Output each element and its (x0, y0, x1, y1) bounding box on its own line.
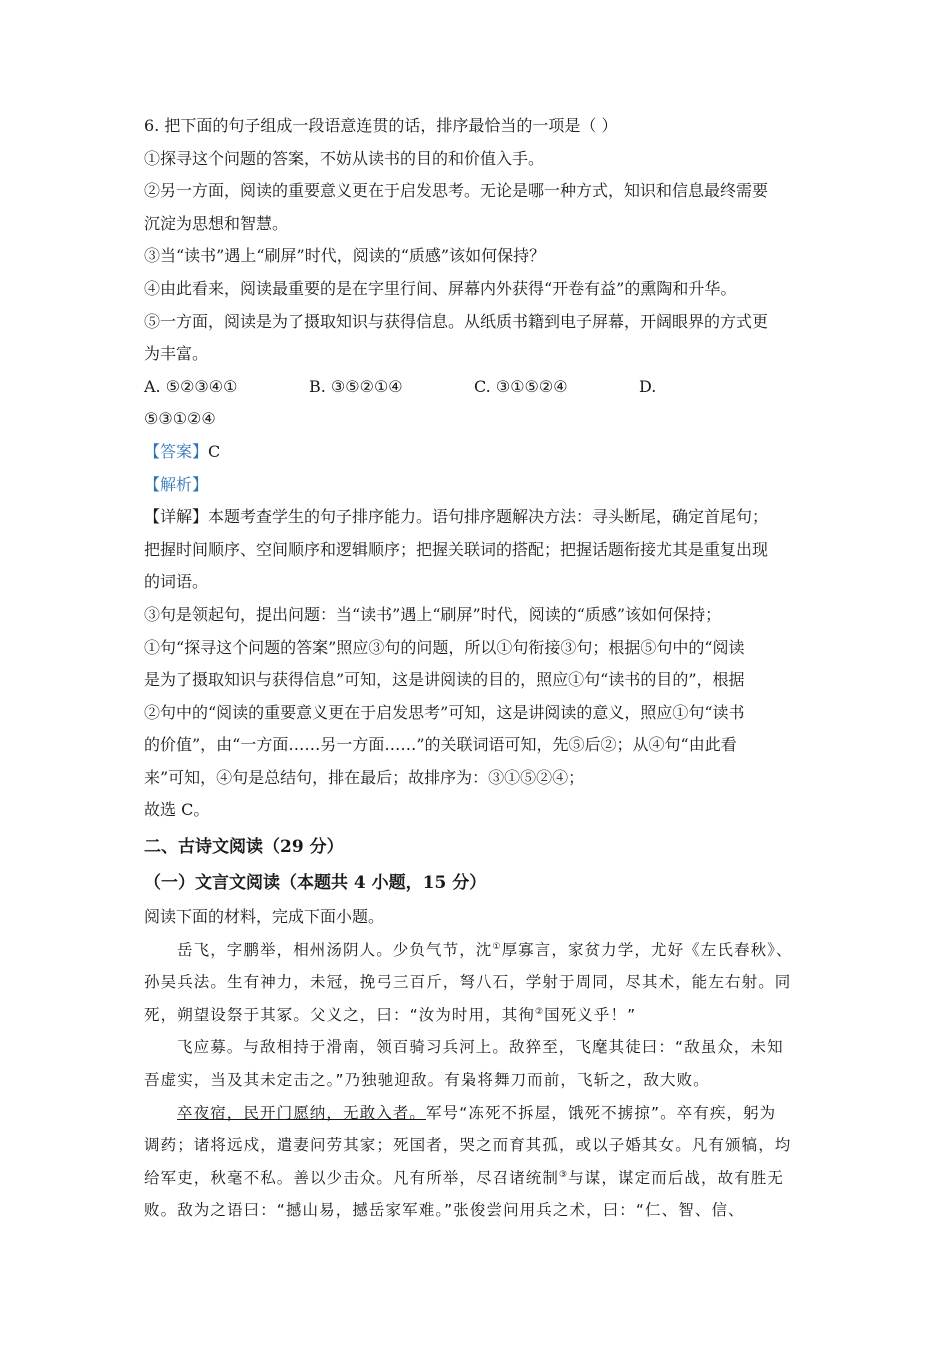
option-a: A. ⑤②③④① (144, 376, 238, 396)
answer-value: C (208, 441, 221, 461)
text-span: 死，朔望设祭于其冢。父义之，曰：“汝为时用，其徇 (144, 1005, 535, 1024)
detail-line-5: ①句“探寻这个问题的答案”照应③句的问题，所以①句衔接③句；根据⑤句中的“阅读 (144, 637, 745, 657)
detail-line-10: 故选 C。 (144, 800, 210, 820)
footnote-marker-3: ③ (559, 1169, 569, 1180)
text-span: 岳飞，字鹏举，相州汤阴人。少负气节，沈 (177, 940, 493, 959)
question-stem: 6. 把下面的句子组成一段语意连贯的话，排序最恰当的一项是（ ） (144, 116, 618, 135)
classical-p3-line-3 (144, 1162, 804, 1195)
section-title: 二、古诗文阅读（29 分） (144, 837, 344, 858)
underlined-sentence: 卒夜宿，民开门愿纳，无敢入者。 (177, 1103, 427, 1122)
sentence-2: ②另一方面，阅读的重要意义更在于启发思考。无论是哪一种方式，知识和信息最终需要 (144, 181, 769, 201)
footnote-marker-2: ② (534, 1006, 545, 1017)
detail-line-8: 的价值”，由“一方面……另一方面……”的关联词语可知，先⑤后②；从④句“由此看 (144, 735, 737, 755)
option-d: D. (639, 376, 657, 396)
classical-p1-line-3 (144, 999, 804, 1032)
text-span: 给军吏，秋毫不私。善以少击众。凡有所举，尽召诸统制 (144, 1168, 560, 1187)
text-span: 与谋，谋定而后战，故有胜无 (568, 1168, 784, 1187)
option-c: C. ③①⑤②④ (474, 376, 568, 396)
analysis-tag: 【解析】 (144, 474, 209, 494)
sentence-4: ④由此看来，阅读最重要的是在字里行间、屏幕内外获得“开卷有益”的熏陶和升华。 (144, 278, 737, 298)
options-row (144, 371, 804, 404)
detail-line-2: 把握时间顺序、空间顺序和逻辑顺序；把握关联词的搭配；把握话题衔接尤其是重复出现 (144, 539, 769, 559)
text-span: 军号“冻死不拆屋，饿死不掳掠”。卒有疾，躬为 (426, 1103, 777, 1122)
classical-p2-line-2: 吾虚实，当及其未定击之。”乃独驰迎敌。有枭将舞刀而前，飞斩之，敌大败。 (144, 1071, 710, 1090)
sentence-2-cont: 沉淀为思想和智慧。 (144, 213, 289, 233)
sentence-3: ③当“读书”遇上“刷屏”时代，阅读的“质感”该如何保持？ (144, 246, 546, 266)
detail-line-3: 的词语。 (144, 572, 209, 592)
classical-p2-line-1: 飞应募。与敌相持于滑南，领百骑习兵河上。敌猝至，飞麾其徒曰：“敌虽众，未知 (177, 1038, 784, 1057)
section-subtitle: （一）文言文阅读（本题共 4 小题，15 分） (144, 873, 487, 894)
detail-line-9: 来”可知，④句是总结句，排在最后；故排序为：③①⑤②④； (144, 767, 585, 787)
classical-p1-line-1 (144, 934, 804, 967)
sentence-5: ⑤一方面，阅读是为了摄取知识与获得信息。从纸质书籍到电子屏幕，开阔眼界的方式更 (144, 311, 769, 331)
detail-line-1: 【详解】本题考查学生的句子排序能力。语句排序题解决方法：寻头断尾，确定首尾句； (144, 507, 769, 527)
classical-p3-line-4: 败。敌为之语曰：“撼山易，撼岳家军难。”张俊尝问用兵之术，曰：“仁、智、信、 (144, 1201, 745, 1220)
option-b: B. ③⑤②①④ (309, 376, 403, 396)
text-span: 国死义乎！” (544, 1005, 637, 1024)
classical-p1-line-2: 孙吴兵法。生有神力，未冠，挽弓三百斤，弩八石，学射于周同，尽其术，能左右射。同 (144, 973, 792, 992)
section-instruction: 阅读下面的材料，完成下面小题。 (144, 907, 385, 927)
detail-line-7: ②句中的“阅读的重要意义更在于启发思考”可知，这是讲阅读的意义，照应①句“读书 (144, 702, 745, 722)
detail-line-4: ③句是领起句，提出问题：当“读书”遇上“刷屏”时代，阅读的“质感”该如何保持； (144, 604, 722, 624)
detail-line-6: 是为了摄取知识与获得信息”可知，这是讲阅读的目的，照应①句“读书的目的”，根据 (144, 670, 745, 690)
option-d-content: ⑤③①②④ (144, 409, 216, 429)
answer-line (144, 436, 804, 469)
document-page (144, 110, 804, 1227)
answer-tag: 【答案】 (144, 441, 209, 461)
text-span: 厚寡言，家贫力学，尤好《左氏春秋》、 (501, 940, 793, 959)
classical-p3-line-1 (144, 1097, 804, 1130)
sentence-5-cont: 为丰富。 (144, 344, 209, 364)
sentence-1: ①探寻这个问题的答案，不妨从读书的目的和价值入手。 (144, 148, 545, 168)
classical-p3-line-2: 调药；诸将远戍，遣妻问劳其家；死国者，哭之而育其孤，或以子婚其女。凡有颁犒，均 (144, 1136, 792, 1155)
footnote-marker-1: ① (492, 941, 502, 952)
